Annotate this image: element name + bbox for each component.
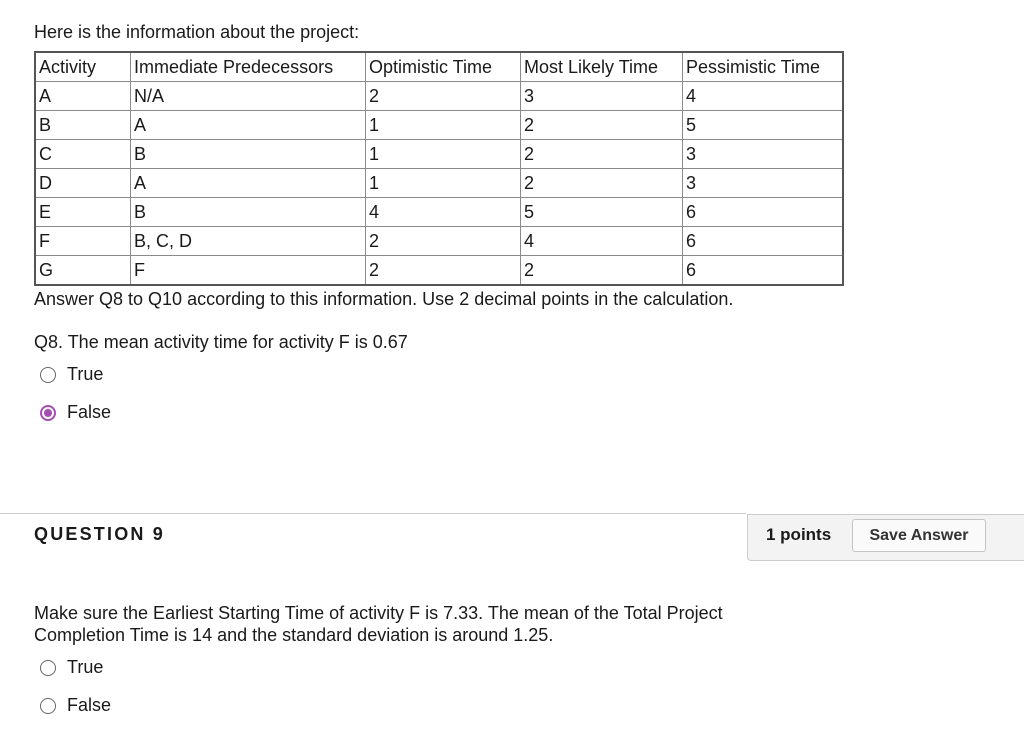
q9-true-label: True xyxy=(67,657,104,677)
table-cell: 2 xyxy=(366,227,521,256)
table-cell: 2 xyxy=(521,169,683,198)
table-header-row xyxy=(35,52,843,82)
header-optimistic: Optimistic Time xyxy=(366,52,521,82)
q9-question-text: Make sure the Earliest Starting Time of activity F is 7.33. The mean of the Total Project Completion Time is 14 and the standard deviation is around 1.25. xyxy=(34,603,723,645)
table-cell: F xyxy=(131,256,366,286)
table-cell: 4 xyxy=(683,82,844,111)
header-predecessors: Immediate Predecessors xyxy=(131,52,366,82)
table-cell: 1 xyxy=(366,140,521,169)
header-pessimistic: Pessimistic Time xyxy=(683,52,844,82)
table-cell: A xyxy=(35,82,131,111)
table-row xyxy=(35,198,843,227)
table-cell: 3 xyxy=(683,140,844,169)
q8-option-true[interactable] xyxy=(40,364,103,385)
table-cell: B xyxy=(131,140,366,169)
question-divider xyxy=(0,513,746,514)
table-cell: 3 xyxy=(683,169,844,198)
table-cell: 2 xyxy=(366,82,521,111)
table-cell: 6 xyxy=(683,256,844,286)
table-row xyxy=(35,227,843,256)
table-cell: 4 xyxy=(366,198,521,227)
table-cell: A xyxy=(131,111,366,140)
save-answer-button[interactable]: Save Answer xyxy=(852,519,986,552)
answer-instructions: Answer Q8 to Q10 according to this information. Use 2 decimal points in the calculation. xyxy=(34,289,734,309)
table-cell: D xyxy=(35,169,131,198)
table-row xyxy=(35,82,843,111)
q9-option-false[interactable] xyxy=(40,695,111,716)
header-activity: Activity xyxy=(35,52,131,82)
header-most-likely: Most Likely Time xyxy=(521,52,683,82)
table-row xyxy=(35,256,843,286)
table-cell: B xyxy=(35,111,131,140)
q8-false-radio[interactable] xyxy=(40,405,56,421)
intro-text: Here is the information about the project: xyxy=(34,22,360,42)
table-cell: 5 xyxy=(683,111,844,140)
table-cell: 6 xyxy=(683,198,844,227)
table-row xyxy=(35,111,843,140)
q8-option-false[interactable] xyxy=(40,402,111,423)
q8-question-text: Q8. The mean activity time for activity F is 0.67 xyxy=(34,332,408,352)
points-label: 1 points xyxy=(766,525,832,544)
q8-false-label: False xyxy=(67,402,112,422)
table-cell: B xyxy=(131,198,366,227)
table-row xyxy=(35,140,843,169)
table-cell: A xyxy=(131,169,366,198)
table-cell: F xyxy=(35,227,131,256)
table-cell: 1 xyxy=(366,169,521,198)
table-cell: 2 xyxy=(366,256,521,286)
table-cell: E xyxy=(35,198,131,227)
table-row xyxy=(35,169,843,198)
table-cell: 3 xyxy=(521,82,683,111)
question-9-title: QUESTION 9 xyxy=(34,524,166,544)
q9-true-radio[interactable] xyxy=(40,660,56,676)
table-cell: 4 xyxy=(521,227,683,256)
table-cell: 1 xyxy=(366,111,521,140)
q8-true-label: True xyxy=(67,364,104,384)
table-cell: N/A xyxy=(131,82,366,111)
table-cell: 6 xyxy=(683,227,844,256)
table-cell: G xyxy=(35,256,131,286)
q9-false-label: False xyxy=(67,695,112,715)
table-cell: 2 xyxy=(521,111,683,140)
q9-option-true[interactable] xyxy=(40,657,103,678)
project-table xyxy=(34,51,844,286)
table-cell: 5 xyxy=(521,198,683,227)
table-cell: B, C, D xyxy=(131,227,366,256)
table-cell: 2 xyxy=(521,256,683,286)
q8-true-radio[interactable] xyxy=(40,367,56,383)
table-cell: C xyxy=(35,140,131,169)
table-cell: 2 xyxy=(521,140,683,169)
q9-false-radio[interactable] xyxy=(40,698,56,714)
